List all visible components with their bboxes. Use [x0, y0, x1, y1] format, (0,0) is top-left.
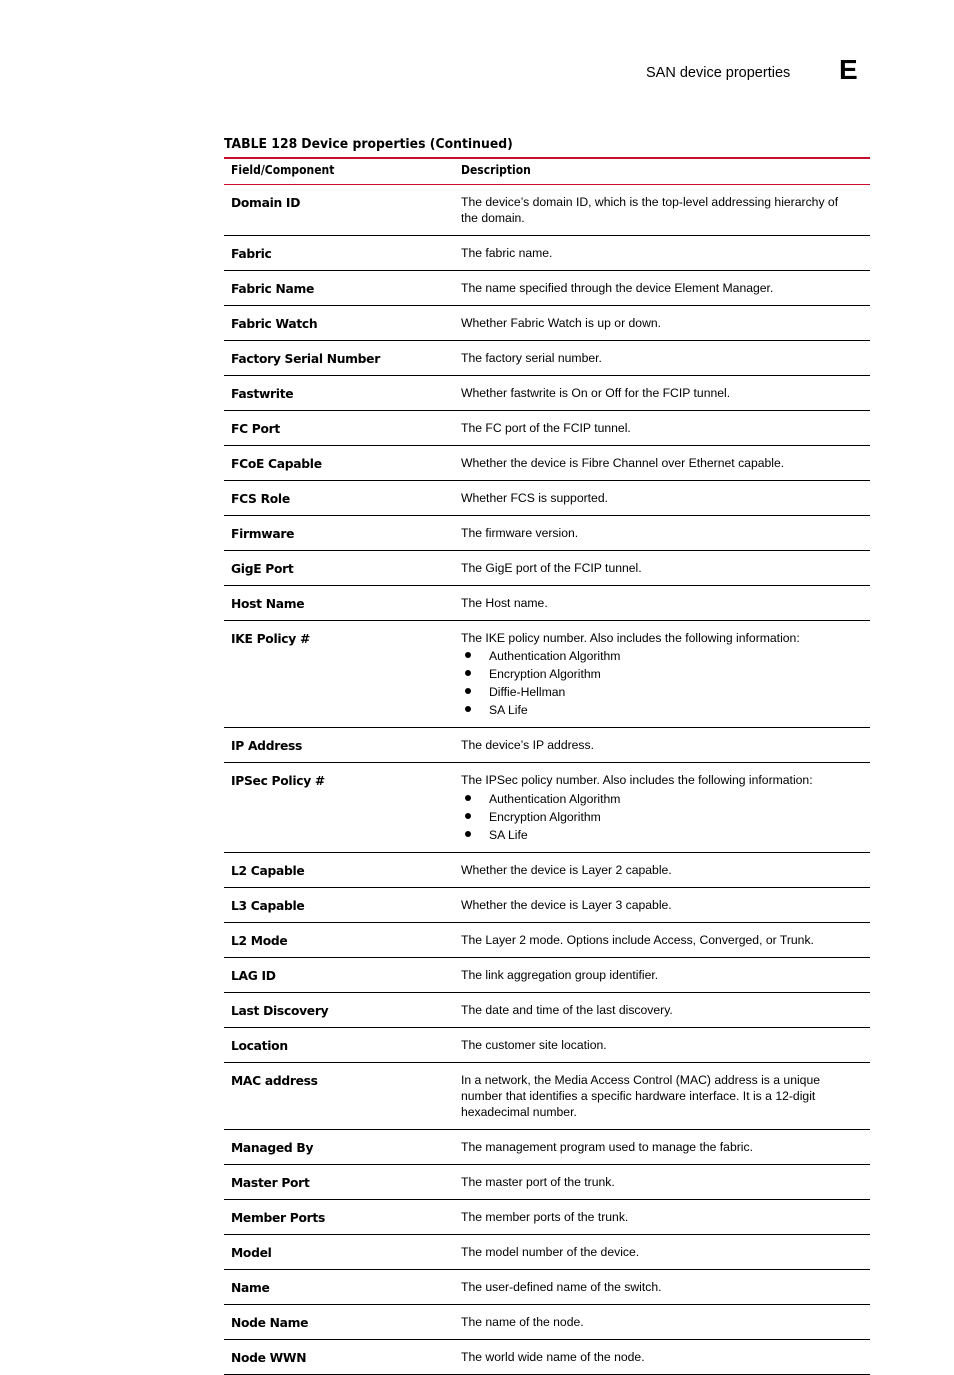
bullet-item: SA Life [461, 701, 858, 719]
table-row [224, 586, 870, 621]
field-name-cell: Last Discovery [231, 1003, 329, 1018]
table-row [224, 1235, 870, 1270]
description-text: Whether FCS is supported. [461, 490, 608, 505]
description-cell [454, 621, 870, 727]
field-name-cell: Fastwrite [231, 386, 294, 401]
description-cell [454, 411, 870, 445]
description-cell [454, 1235, 870, 1269]
table-row [224, 481, 870, 516]
description-text: In a network, the Media Access Control (MAC) address is a unique number that identifies a specific hardware interface. It is a 12-digit hexadecimal number. [461, 1072, 821, 1120]
field-name-cell: Fabric [231, 246, 272, 261]
device-properties-table [224, 157, 870, 1375]
description-text: Whether the device is Layer 2 capable. [461, 862, 672, 877]
description-text: The firmware version. [461, 525, 579, 540]
field-name-cell: L2 Capable [231, 863, 305, 878]
table-row [224, 271, 870, 306]
description-cell [454, 728, 870, 762]
description-cell [454, 446, 870, 480]
field-name-cell: Node WWN [231, 1350, 307, 1365]
column-header-field: Field/Component [231, 163, 335, 177]
field-name-cell: FCS Role [231, 491, 290, 506]
field-name-cell: L2 Mode [231, 933, 288, 948]
description-text: The member ports of the trunk. [461, 1209, 629, 1224]
field-name-cell: IPSec Policy # [231, 774, 325, 789]
description-cell [454, 958, 870, 992]
field-name-cell: LAG ID [231, 968, 276, 983]
table-row [224, 185, 870, 236]
description-text: The management program used to manage the fabric. [461, 1139, 753, 1154]
description-text: The device’s domain ID, which is the top-level addressing hierarchy of the domain. [461, 195, 839, 226]
bullet-item: SA Life [461, 826, 858, 844]
description-text: The FC port of the FCIP tunnel. [461, 420, 631, 435]
bullet-item: Encryption Algorithm [461, 808, 858, 826]
description-text: The factory serial number. [461, 350, 602, 365]
description-cell [454, 481, 870, 515]
field-name-cell: MAC address [231, 1073, 318, 1088]
field-name-cell: Model [231, 1245, 272, 1260]
table-body [224, 185, 870, 1375]
table-row [224, 763, 870, 852]
table-row [224, 728, 870, 763]
description-text: The Host name. [461, 595, 548, 610]
description-cell [454, 341, 870, 375]
description-cell [454, 923, 870, 957]
description-text: The IPSec policy number. Also includes the following information: [461, 773, 813, 788]
table-row [224, 1130, 870, 1165]
description-cell [454, 376, 870, 410]
table-row [224, 306, 870, 341]
table-row [224, 551, 870, 586]
description-text: The GigE port of the FCIP tunnel. [461, 560, 642, 575]
field-name-cell: IP Address [231, 739, 303, 754]
description-cell [454, 1305, 870, 1339]
running-header-title: SAN device properties [646, 65, 791, 81]
description-text: The name specified through the device Element Manager. [461, 280, 774, 295]
table-row [224, 1063, 870, 1130]
appendix-letter: E [839, 54, 858, 85]
field-name-cell: IKE Policy # [231, 631, 310, 646]
description-text: The world wide name of the node. [461, 1349, 645, 1364]
table-row [224, 1340, 870, 1375]
table-row [224, 516, 870, 551]
table-row [224, 341, 870, 376]
description-cell [454, 1063, 870, 1129]
description-cell [454, 888, 870, 922]
field-name-cell: Fabric Name [231, 281, 315, 296]
table-row [224, 236, 870, 271]
field-name-cell: L3 Capable [231, 898, 305, 913]
description-cell [454, 1340, 870, 1374]
column-header-description: Description [461, 163, 531, 177]
description-text: Whether Fabric Watch is up or down. [461, 315, 662, 330]
description-cell [454, 586, 870, 620]
bullet-item: Authentication Algorithm [461, 647, 858, 665]
description-text: Whether the device is Layer 3 capable. [461, 897, 672, 912]
bullet-item: Authentication Algorithm [461, 790, 858, 808]
description-cell [454, 1130, 870, 1164]
description-cell [454, 271, 870, 305]
bullet-item: Diffie-Hellman [461, 683, 858, 701]
field-name-cell: Name [231, 1280, 270, 1295]
table-row [224, 993, 870, 1028]
description-cell [454, 853, 870, 887]
bullet-item: Encryption Algorithm [461, 665, 858, 683]
field-name-cell: Factory Serial Number [231, 351, 380, 366]
description-cell [454, 551, 870, 585]
description-cell [454, 1165, 870, 1199]
description-text: The model number of the device. [461, 1244, 640, 1259]
description-text: Whether fastwrite is On or Off for the FCIP tunnel. [461, 385, 731, 400]
description-text: The customer site location. [461, 1037, 607, 1052]
description-text: Whether the device is Fibre Channel over Ethernet capable. [461, 455, 785, 470]
field-name-cell: Domain ID [231, 196, 301, 210]
field-name-cell: GigE Port [231, 561, 294, 576]
field-name-cell: Member Ports [231, 1210, 326, 1225]
description-text: The fabric name. [461, 245, 553, 260]
description-cell [454, 1270, 870, 1304]
description-text: The user-defined name of the switch. [461, 1279, 662, 1294]
table-row [224, 1305, 870, 1340]
description-text: The date and time of the last discovery. [461, 1002, 673, 1017]
table-row [224, 621, 870, 728]
description-text: The IKE policy number. Also includes the following information: [461, 630, 800, 645]
field-name-cell: Firmware [231, 526, 295, 541]
description-cell [454, 763, 870, 851]
field-name-cell: Node Name [231, 1315, 309, 1330]
field-name-cell: Location [231, 1038, 288, 1053]
field-name-cell: Master Port [231, 1175, 310, 1190]
description-cell [454, 306, 870, 340]
field-name-cell: FC Port [231, 421, 281, 436]
bullet-list [461, 790, 858, 844]
field-name-cell: Managed By [231, 1140, 314, 1155]
table-row [224, 853, 870, 888]
description-text: The link aggregation group identifier. [461, 967, 659, 982]
table-row [224, 1028, 870, 1063]
description-text: The master port of the trunk. [461, 1174, 615, 1189]
table-row [224, 411, 870, 446]
table-row [224, 376, 870, 411]
description-cell [454, 516, 870, 550]
description-cell [454, 993, 870, 1027]
description-text: The Layer 2 mode. Options include Access, Converged, or Trunk. [461, 932, 814, 947]
table-row [224, 1270, 870, 1305]
description-cell [454, 236, 870, 270]
table-header-row [224, 157, 870, 185]
table-row [224, 1165, 870, 1200]
description-cell [454, 185, 870, 235]
description-cell [454, 1200, 870, 1234]
field-name-cell: Fabric Watch [231, 316, 318, 331]
field-name-cell: Host Name [231, 596, 305, 611]
table-row [224, 888, 870, 923]
table-row [224, 923, 870, 958]
field-name-cell: FCoE Capable [231, 456, 322, 471]
table-row [224, 958, 870, 993]
description-text: The device’s IP address. [461, 738, 595, 753]
table-caption [224, 136, 513, 152]
description-text: The name of the node. [461, 1314, 584, 1329]
bullet-list [461, 647, 858, 719]
table-title: Device properties (Continued) [301, 136, 513, 152]
table-number: TABLE 128 [224, 136, 298, 152]
table-row [224, 1200, 870, 1235]
description-cell [454, 1028, 870, 1062]
table-row [224, 446, 870, 481]
